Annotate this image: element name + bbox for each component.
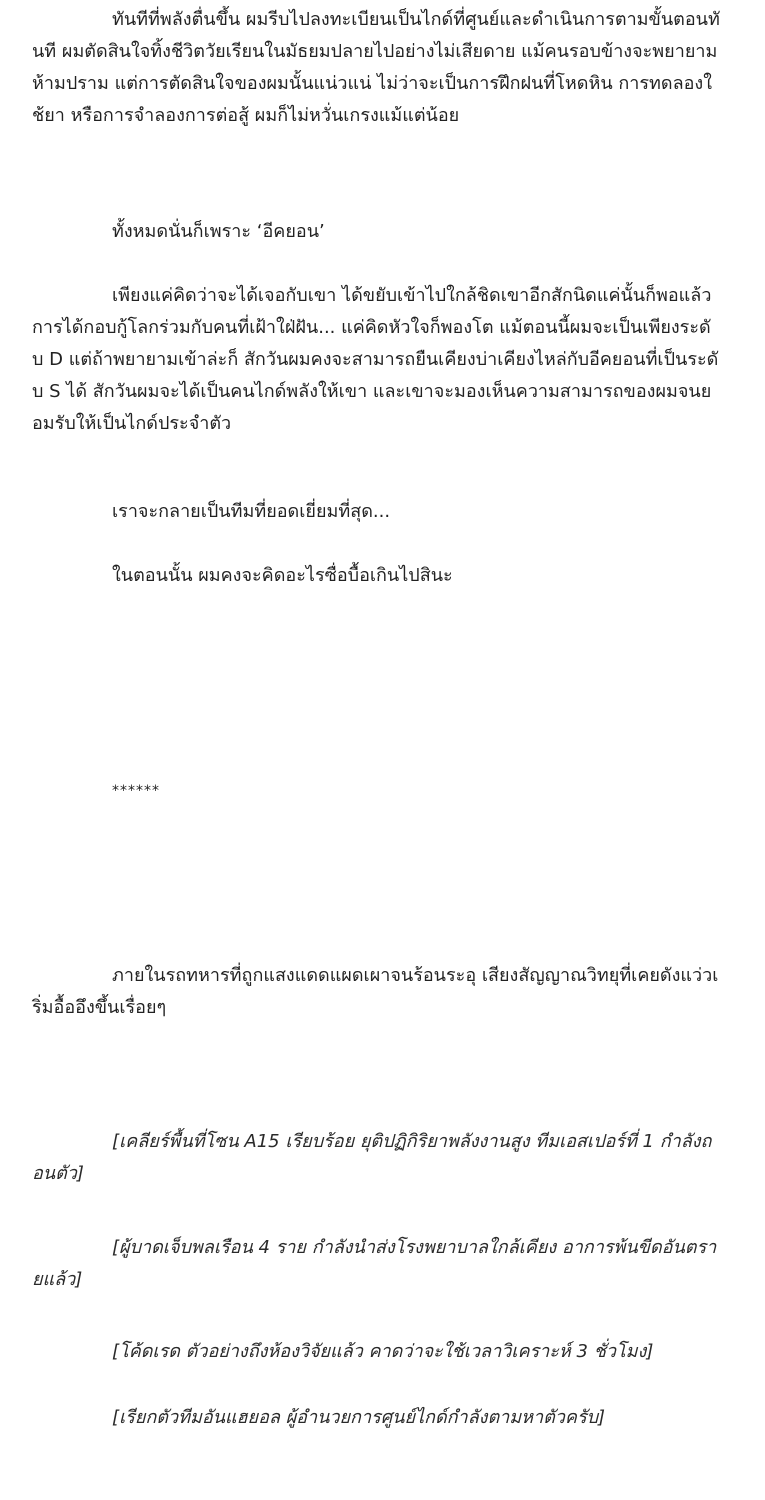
radio-message: [เรียกตัวทีมอันแฮยอล ผู้อำนวยการศูนย์ไกด์กำลังตามหาตัวครับ] <box>112 1407 606 1428</box>
paragraph-awakening: ทันทีที่พลังตื่นขึ้น ผมรีบไปลงทะเบียนเป็นไกด์ที่ศูนย์และดำเนินการตามขั้นตอนทันที ผมตัดสินใจทิ้งชีวิตวัยเรียนในมัธยมปลายไปอย่างไม่เสียดาย แม้คนรอบข้างจะพยายามห้ามปราม แต่การตัดสินใจของผมนั้นแน่วแน่ ไม่ว่าจะเป็นการฝึกฝนที่โหดหิน การทดลองใช้ยา หรือการจำลองการต่อสู้ ผมก็ไม่หวั่นเกรงแม้แต่น้อย <box>32 9 720 126</box>
paragraph-because: ทั้งหมดนั่นก็เพราะ ‘อีคยอน’ <box>112 221 325 242</box>
paragraph-military-truck: ภายในรถทหารที่ถูกแสงแดดแผดเผาจนร้อนระอุ เสียงสัญญาณวิทยุที่เคยดังแว่วเริ่มอื้ออึงขึ้นเรื่อยๆ <box>32 965 719 1018</box>
paragraph-dream: เพียงแค่คิดว่าจะได้เจอกับเขา ได้ขยับเข้าไปใกล้ชิดเขาอีกสักนิดแค่นั้นก็พอแล้ว การได้กอบกู้โลกร่วมกับคนที่เฝ้าใฝ่ฝัน... แค่คิดหัวใจก็พองโต แม้ตอนนี้ผมจะเป็นเพียงระดับ D แต่ถ้าพยายามเข้าล่ะก็ สักวันผมคงจะสามารถยืนเคียงบ่าเคียงไหล่กับอีคยอนที่เป็นระดับ S ได้ สักวันผมจะได้เป็นคนไกด์พลังให้เขา และเขาจะมองเห็นความสามารถของผมจนยอมรับให้เป็นไกด์ประจำตัว <box>32 285 719 434</box>
radio-message: [เคลียร์พื้นที่โซน A15 เรียบร้อย ยุติปฏิกิริยาพลังงานสูง ทีมเอสเปอร์ที่ 1 กำลังถอนตัว] <box>32 1131 712 1184</box>
paragraph-naive: ในตอนนั้น ผมคงจะคิดอะไรซื่อบื้อเกินไปสินะ <box>112 565 453 586</box>
paragraph-best-team: เราจะกลายเป็นทีมที่ยอดเยี่ยมที่สุด... <box>112 501 391 522</box>
radio-message: [โค้ดเรด ตัวอย่างถึงห้องวิจัยแล้ว คาดว่าจะใช้เวลาวิเคราะห์ 3 ชั่วโมง] <box>112 1341 654 1362</box>
radio-message: [ผู้บาดเจ็บพลเรือน 4 ราย กำลังนำส่งโรงพยาบาลใกล้เคียง อาการพ้นขีดอันตรายแล้ว] <box>32 1237 717 1290</box>
scene-separator: ****** <box>112 783 160 799</box>
